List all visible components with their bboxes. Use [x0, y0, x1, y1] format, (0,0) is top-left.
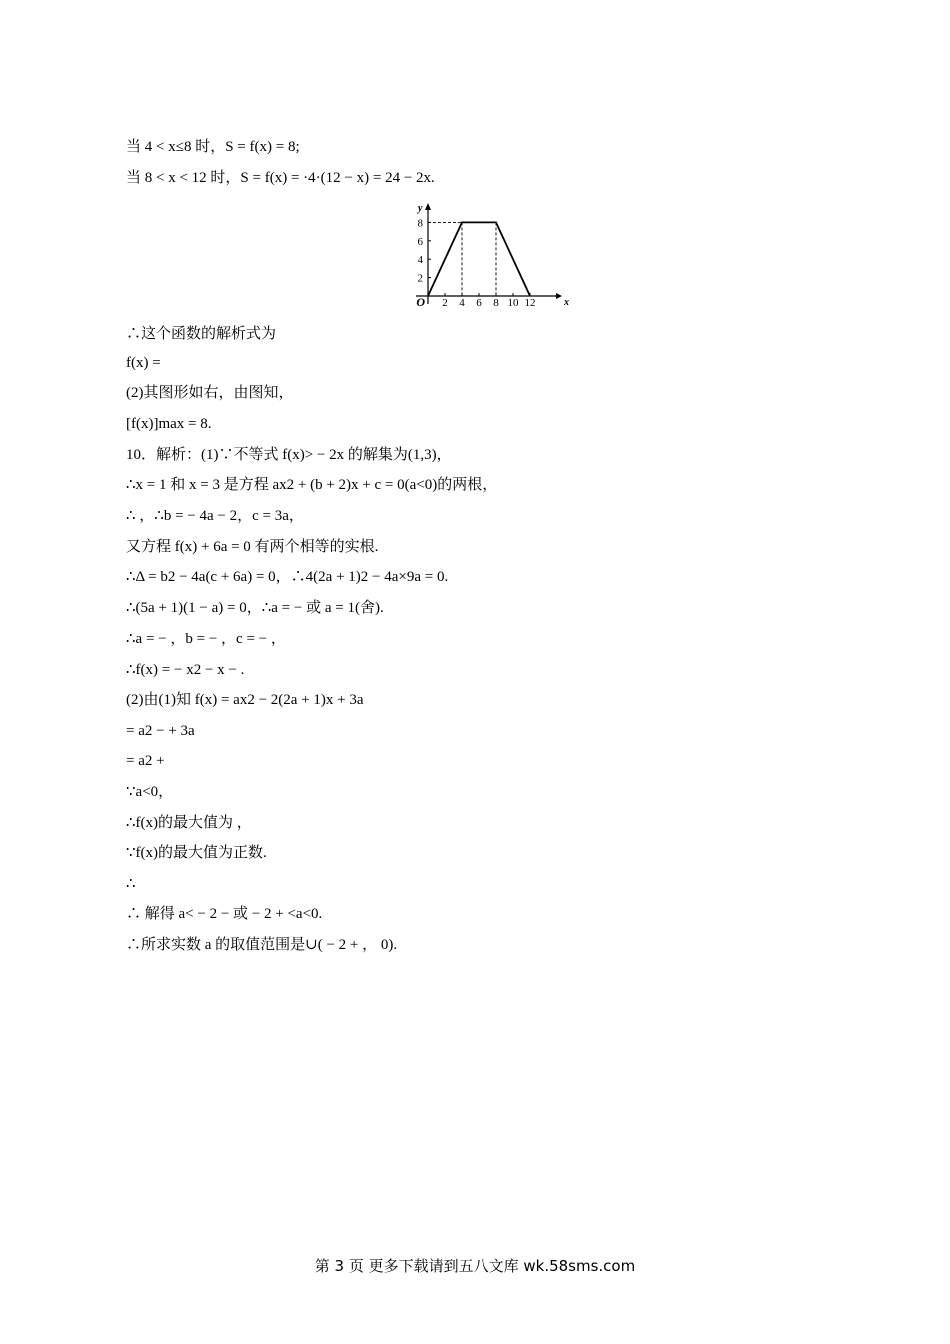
x-tick-label: 6 — [476, 297, 482, 308]
text-line-8: ∴x = 1 和 x = 3 是方程 ax2 + (b + 2)x + c = 0(a<0)的两根， — [126, 477, 498, 493]
text-line-17: = a2 + — [126, 753, 165, 769]
x-tick-label: 8 — [493, 297, 499, 308]
text-line-5: (2)其图形如右，由图知， — [126, 385, 294, 401]
trapezoid-curve — [428, 222, 530, 296]
text-line-11: ∴Δ = b2 − 4a(c + 6a) = 0，∴4(2a + 1)2 − 4a×9a = 0. — [126, 569, 449, 585]
text-line-9: ∴ ，∴b = − 4a − 2，c = 3a， — [126, 508, 304, 524]
text-line-4: f(x) = — [126, 355, 161, 371]
text-line-12: ∴(5a + 1)(1 − a) = 0，∴a = − 或 a = 1(舍). — [126, 600, 384, 616]
text-line-6: [f(x)]max = 8. — [126, 416, 212, 432]
piecewise-function-graph — [412, 200, 572, 308]
text-line-7: 10．解析：(1)∵不等式 f(x)> − 2x 的解集为(1,3)， — [126, 447, 452, 463]
page-footer: 第 3 页 更多下载请到五八文库 wk.58sms.com — [314, 1257, 636, 1275]
y-tick-label: 4 — [417, 254, 423, 267]
text-line-3: ∴这个函数的解析式为 — [126, 326, 277, 342]
graph-axes — [416, 203, 562, 304]
graph-labels — [416, 203, 569, 308]
y-tick-label: 2 — [417, 272, 423, 285]
x-axis-arrow — [556, 293, 562, 299]
text-line-2: 当 8 < x < 12 时，S = f(x) = ·4·(12 − x) = 24 − 2x. — [126, 170, 435, 186]
text-line-14: ∴f(x) = − x2 − x − . — [126, 662, 245, 678]
text-line-20: ∵f(x)的最大值为正数. — [126, 845, 267, 861]
x-axis-label: x — [564, 297, 569, 308]
text-line-21: ∴ — [126, 876, 136, 892]
text-line-10: 又方程 f(x) + 6a = 0 有两个相等的实根. — [126, 539, 379, 555]
text-line-18: ∵a<0， — [126, 784, 174, 800]
origin-label: O — [416, 295, 425, 308]
y-tick-label: 8 — [417, 217, 423, 230]
text-line-16: = a2 − + 3a — [126, 723, 195, 739]
y-axis-label: y — [418, 203, 423, 214]
graph-curve — [428, 222, 530, 296]
y-axis-arrow — [425, 203, 431, 210]
x-tick-label: 12 — [524, 297, 536, 308]
graph-dashed-guides — [428, 222, 496, 296]
text-line-13: ∴a = − ，b = − ，c = − ， — [126, 631, 286, 647]
x-tick-label: 2 — [442, 297, 448, 308]
text-line-19: ∴f(x)的最大值为 ， — [126, 815, 252, 831]
text-line-15: (2)由(1)知 f(x) = ax2 − 2(2a + 1)x + 3a — [126, 692, 364, 708]
y-tick-label: 6 — [417, 235, 423, 248]
text-line-1: 当 4 < x≤8 时，S = f(x) = 8; — [126, 139, 300, 155]
text-line-23: ∴所求实数 a 的取值范围是∪( − 2 + ， 0). — [126, 937, 398, 953]
x-tick-label: 10 — [507, 297, 519, 308]
text-line-22: ∴ 解得 a< − 2 − 或 − 2 + <a<0. — [126, 906, 323, 922]
x-tick-label: 4 — [459, 297, 465, 308]
